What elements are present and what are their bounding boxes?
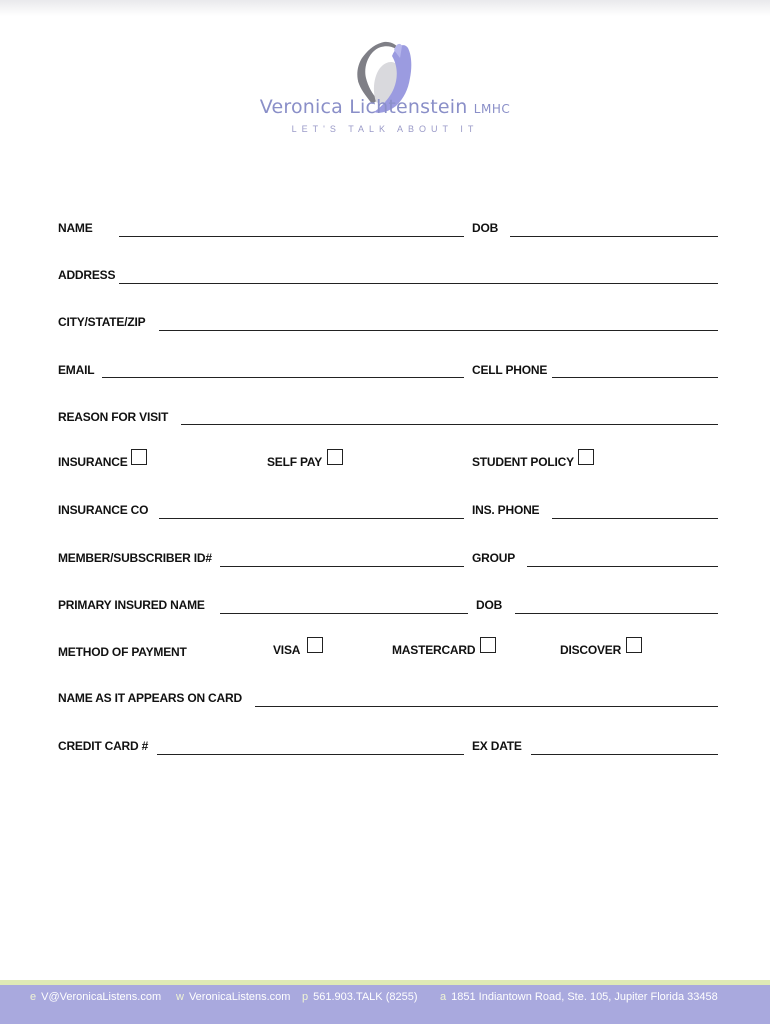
insurance-co-label: INSURANCE CO bbox=[58, 503, 149, 517]
method-of-payment-label: METHOD OF PAYMENT bbox=[58, 645, 187, 659]
address-field[interactable] bbox=[119, 283, 718, 284]
discover-label: DISCOVER bbox=[560, 643, 622, 657]
name-on-card-label: NAME AS IT APPEARS ON CARD bbox=[58, 691, 242, 705]
self-pay-label: SELF PAY bbox=[267, 455, 323, 469]
member-id-field[interactable] bbox=[220, 566, 464, 567]
insured-dob-label: DOB bbox=[476, 598, 503, 612]
member-id-label: MEMBER/SUBSCRIBER ID# bbox=[58, 551, 212, 565]
credit-card-field[interactable] bbox=[157, 754, 464, 755]
ex-date-label: EX DATE bbox=[472, 739, 522, 753]
cell-phone-field[interactable] bbox=[552, 377, 718, 378]
self-pay-checkbox[interactable] bbox=[327, 449, 343, 465]
student-policy-label: STUDENT POLICY bbox=[472, 455, 574, 469]
mastercard-label: MASTERCARD bbox=[392, 643, 476, 657]
insurance-co-field[interactable] bbox=[159, 518, 464, 519]
footer-phone: p 561.903.TALK (8255) bbox=[302, 991, 418, 1003]
name-label: NAME bbox=[58, 221, 93, 235]
insured-dob-field[interactable] bbox=[515, 613, 718, 614]
brand-tagline: LET'S TALK ABOUT IT bbox=[291, 124, 479, 134]
brand-name: Veronica Lichtenstein LMHC bbox=[259, 96, 511, 118]
visa-label: VISA bbox=[273, 643, 301, 657]
top-shade bbox=[0, 0, 770, 16]
footer-bar bbox=[0, 980, 770, 1024]
student-policy-checkbox[interactable] bbox=[578, 449, 594, 465]
city-state-zip-field[interactable] bbox=[159, 330, 718, 331]
dob-field[interactable] bbox=[510, 236, 718, 237]
reason-label: REASON FOR VISIT bbox=[58, 410, 169, 424]
cell-phone-label: CELL PHONE bbox=[472, 363, 548, 377]
email-field[interactable] bbox=[102, 377, 464, 378]
primary-insured-label: PRIMARY INSURED NAME bbox=[58, 598, 205, 612]
footer-address: a 1851 Indiantown Road, Ste. 105, Jupiter Florida 33458 bbox=[440, 991, 718, 1003]
credit-card-label: CREDIT CARD # bbox=[58, 739, 149, 753]
name-on-card-field[interactable] bbox=[255, 706, 718, 707]
primary-insured-field[interactable] bbox=[220, 613, 468, 614]
mastercard-checkbox[interactable] bbox=[480, 637, 496, 653]
group-label: GROUP bbox=[472, 551, 516, 565]
email-label: EMAIL bbox=[58, 363, 95, 377]
visa-checkbox[interactable] bbox=[307, 637, 323, 653]
insurance-label: INSURANCE bbox=[58, 455, 128, 469]
name-field[interactable] bbox=[119, 236, 464, 237]
address-label: ADDRESS bbox=[58, 268, 116, 282]
insurance-checkbox[interactable] bbox=[131, 449, 147, 465]
footer-email[interactable]: e V@VeronicaListens.com bbox=[30, 991, 162, 1003]
ins-phone-label: INS. PHONE bbox=[472, 503, 540, 517]
ins-phone-field[interactable] bbox=[552, 518, 718, 519]
discover-checkbox[interactable] bbox=[626, 637, 642, 653]
ex-date-field[interactable] bbox=[531, 754, 718, 755]
dob-label: DOB bbox=[472, 221, 499, 235]
reason-field[interactable] bbox=[181, 424, 718, 425]
footer-web[interactable]: w VeronicaListens.com bbox=[176, 991, 291, 1003]
group-field[interactable] bbox=[527, 566, 718, 567]
city-state-zip-label: CITY/STATE/ZIP bbox=[58, 315, 146, 329]
